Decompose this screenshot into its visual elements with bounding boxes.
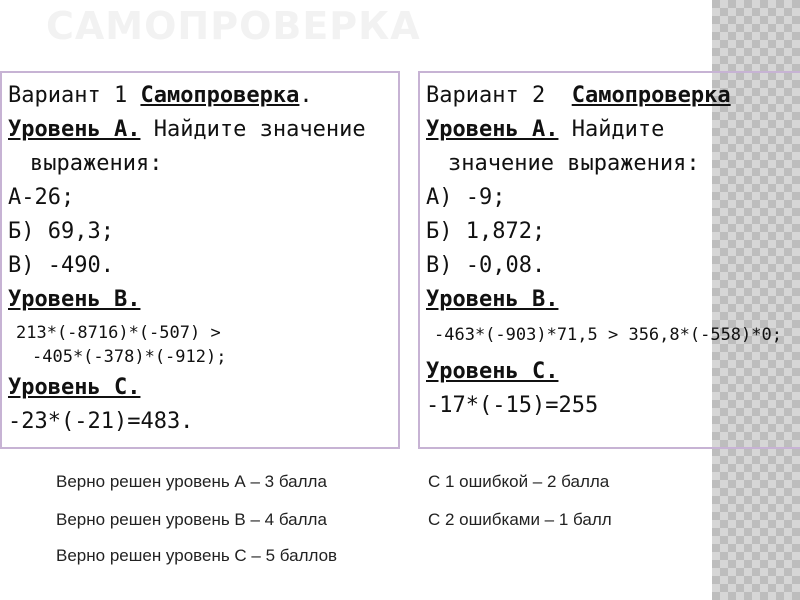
level-b-line-1: 213*(-8716)*(-507) > — [16, 323, 221, 343]
answer-a: А-26; — [8, 185, 75, 210]
level-b-line: -463*(-903)*71,5 > 356,8*(-558)*0; — [434, 325, 782, 345]
slide-title: САМОПРОВЕРКА — [46, 4, 421, 48]
level-c-label: Уровень С. — [426, 359, 559, 384]
level-c-answer: -17*(-15)=255 — [426, 393, 599, 418]
variant-1-heading-suffix: . — [299, 83, 313, 108]
variant-2-heading — [426, 79, 794, 113]
level-a-task: Найдите значение — [140, 117, 366, 142]
variant-2-prefix: Вариант 2 — [426, 83, 572, 108]
level-a-label: Уровень А. — [8, 117, 141, 142]
answer-c: В) -490. — [8, 253, 114, 278]
level-a-label: Уровень А. — [426, 117, 559, 142]
level-c-answer: -23*(-21)=483. — [8, 409, 194, 434]
score-rule-one-error: С 1 ошибкой – 2 балла — [428, 472, 610, 491]
level-a-task-cont: выражения: — [30, 151, 163, 176]
level-c-label: Уровень С. — [8, 375, 141, 400]
score-rule-two-errors: С 2 ошибками – 1 балл — [428, 510, 612, 529]
variant-2-heading-word: Самопроверка — [571, 83, 731, 108]
variant-1-level-a — [8, 113, 392, 147]
score-rule-a: Верно решен уровень А – 3 балла — [56, 472, 327, 491]
level-a-task-cont: значение выражения: — [448, 151, 700, 176]
answer-a: А) -9; — [426, 185, 506, 210]
answer-c: В) -0,08. — [426, 253, 546, 278]
answer-b: Б) 1,872; — [426, 219, 546, 244]
level-b-label: Уровень В. — [8, 287, 141, 312]
variant-1-heading-word: Самопроверка — [140, 83, 300, 108]
score-rule-b: Верно решен уровень В – 4 балла — [56, 510, 327, 529]
variant-2-level-a — [426, 113, 794, 147]
level-a-task: Найдите — [558, 117, 665, 142]
score-rule-c: Верно решен уровень С – 5 баллов — [56, 546, 338, 565]
variant-1-panel — [0, 71, 400, 449]
level-b-label: Уровень В. — [426, 287, 559, 312]
variant-1-heading — [8, 79, 392, 113]
variant-1-prefix: Вариант 1 — [8, 83, 141, 108]
level-b-line-2: -405*(-378)*(-912); — [32, 347, 227, 367]
answer-b: Б) 69,3; — [8, 219, 114, 244]
variant-2-panel — [418, 71, 800, 449]
